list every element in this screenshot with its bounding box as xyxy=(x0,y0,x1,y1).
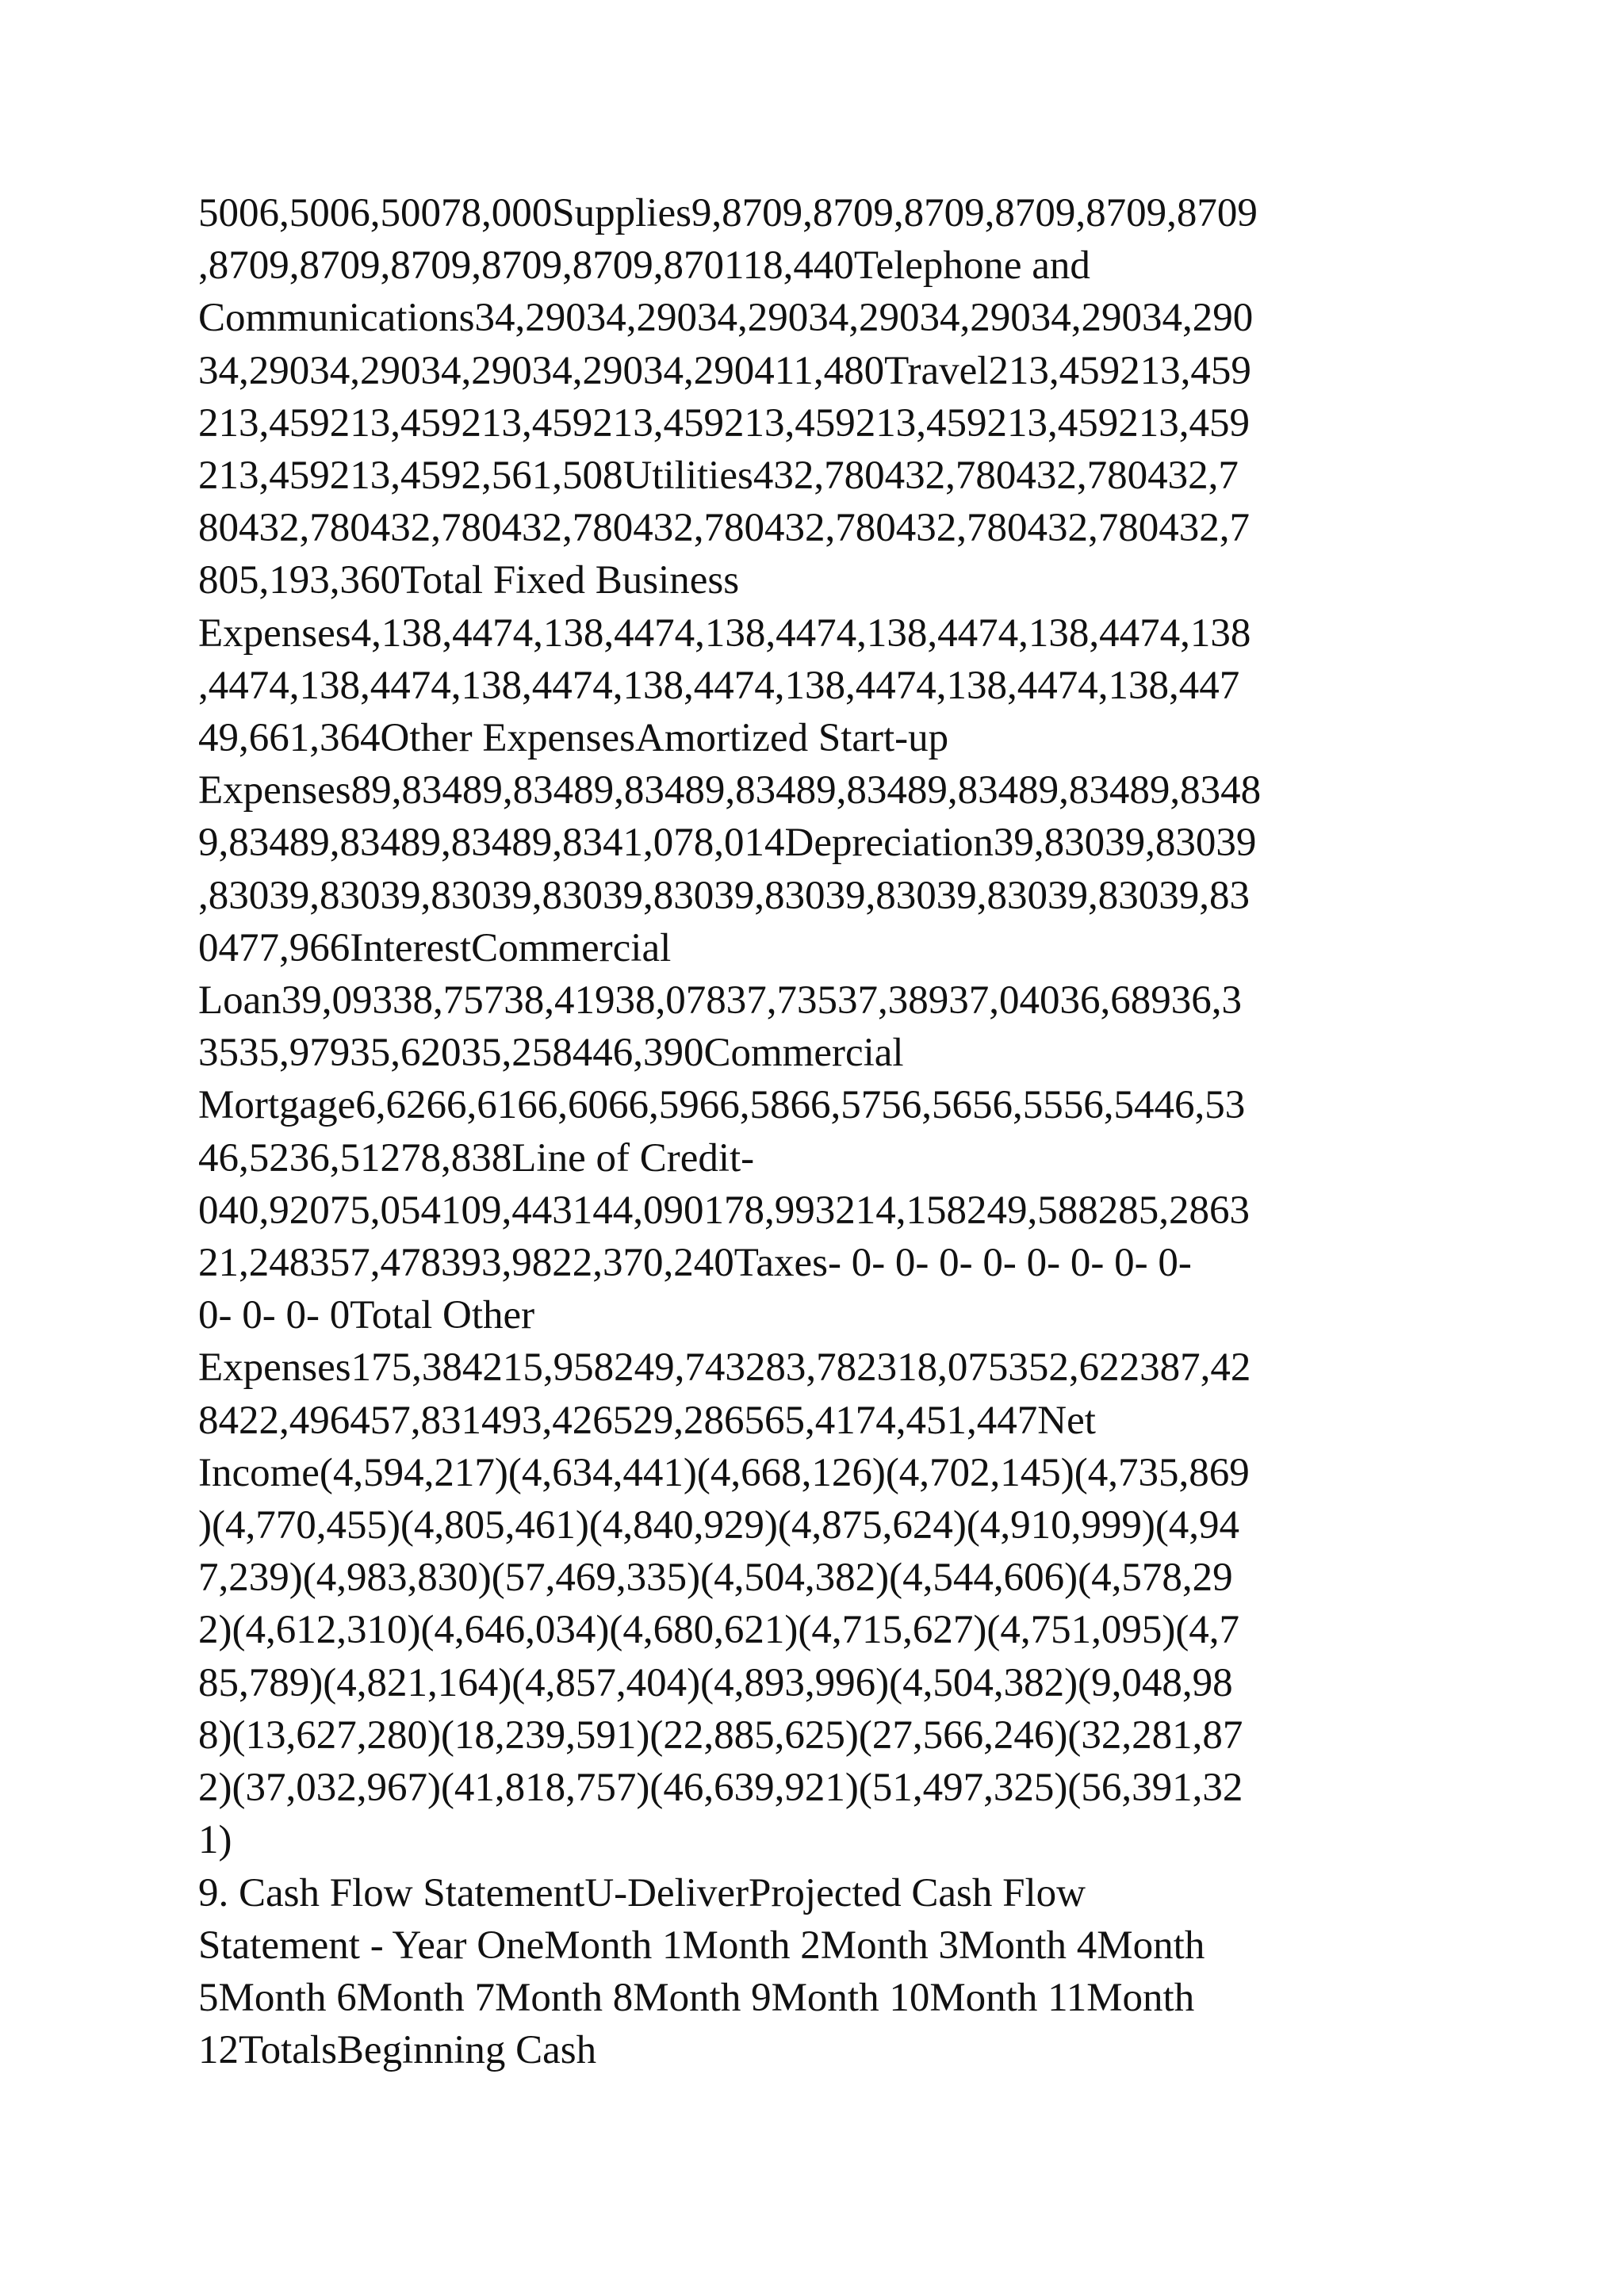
text-line: 46,5236,51278,838Line of Credit- xyxy=(198,1135,755,1181)
text-line: 213,459213,4592,561,508Utilities432,780432,780432,780432,7 xyxy=(198,453,1239,499)
text-line: Income(4,594,217)(4,634,441)(4,668,126)(4,702,145)(4,735,869 xyxy=(198,1450,1250,1495)
text-line: 21,248357,478393,9822,370,240Taxes- 0- 0- 0- 0- 0- 0- 0- 0- xyxy=(198,1241,1192,1286)
text-line: Communications34,29034,29034,29034,29034,29034,29034,290 xyxy=(198,296,1254,341)
text-line: 3535,97935,62035,258446,390Commercial xyxy=(198,1031,904,1076)
text-line: ,8709,8709,8709,8709,8709,870118,440Telephone and xyxy=(198,243,1090,289)
text-line: Expenses89,83489,83489,83489,83489,83489,83489,83489,8348 xyxy=(198,768,1262,813)
text-line: Expenses175,384215,958249,743283,782318,075352,622387,42 xyxy=(198,1345,1251,1391)
text-line: )(4,770,455)(4,805,461)(4,840,929)(4,875,624)(4,910,999)(4,94 xyxy=(198,1503,1240,1548)
text-line: 12TotalsBeginning Cash xyxy=(198,2028,597,2073)
text-line: ,4474,138,4474,138,4474,138,4474,138,4474,138,4474,138,447 xyxy=(198,663,1240,708)
text-line: 9,83489,83489,83489,8341,078,014Depreciation39,83039,83039 xyxy=(198,821,1257,866)
text-line: Statement - Year OneMonth 1Month 2Month 3Month 4Month xyxy=(198,1923,1205,1968)
text-line: 8)(13,627,280)(18,239,591)(22,885,625)(27,566,246)(32,281,87 xyxy=(198,1712,1243,1758)
text-line: 34,29034,29034,29034,29034,290411,480Travel213,459213,459 xyxy=(198,348,1251,393)
text-line: 85,789)(4,821,164)(4,857,404)(4,893,996)(4,504,382)(9,048,98 xyxy=(198,1660,1233,1705)
text-line: 213,459213,459213,459213,459213,459213,459213,459213,459 xyxy=(198,400,1250,446)
text-line: 8422,496457,831493,426529,286565,4174,451,447Net xyxy=(198,1398,1096,1443)
text-line: 040,92075,054109,443144,090178,993214,158249,588285,2863 xyxy=(198,1188,1250,1233)
text-line: 1) xyxy=(198,1818,232,1863)
text-line: 0477,966InterestCommercial xyxy=(198,925,672,970)
document-text xyxy=(198,187,1451,2076)
text-line: Expenses4,138,4474,138,4474,138,4474,138,4474,138,4474,138 xyxy=(198,610,1251,656)
text-line: 5006,5006,50078,000Supplies9,8709,8709,8709,8709,8709,8709 xyxy=(198,191,1258,235)
text-line: 0- 0- 0- 0Total Other xyxy=(198,1293,535,1338)
text-line: 80432,780432,780432,780432,780432,780432,780432,780432,7 xyxy=(198,506,1250,551)
text-line: ,83039,83039,83039,83039,83039,83039,83039,83039,83039,83 xyxy=(198,873,1250,918)
text-line: 805,193,360Total Fixed Business xyxy=(198,558,740,603)
section-heading: 9. Cash Flow StatementU-DeliverProjected Cash Flow xyxy=(198,1870,1086,1915)
text-line: 2)(4,612,310)(4,646,034)(4,680,621)(4,715,627)(4,751,095)(4,7 xyxy=(198,1608,1240,1653)
text-line: 5Month 6Month 7Month 8Month 9Month 10Month 11Month xyxy=(198,1975,1195,2020)
text-line: 2)(37,032,967)(41,818,757)(46,639,921)(51,497,325)(56,391,32 xyxy=(198,1766,1243,1811)
text-line: 49,661,364Other ExpensesAmortized Start-up xyxy=(198,716,949,761)
text-line: Loan39,09338,75738,41938,07837,73537,38937,04036,68936,3 xyxy=(198,978,1243,1024)
text-line: Mortgage6,6266,6166,6066,5966,5866,5756,5656,5556,5446,53 xyxy=(198,1083,1246,1128)
text-line: 7,239)(4,983,830)(57,469,335)(4,504,382)(4,544,606)(4,578,29 xyxy=(198,1556,1233,1601)
